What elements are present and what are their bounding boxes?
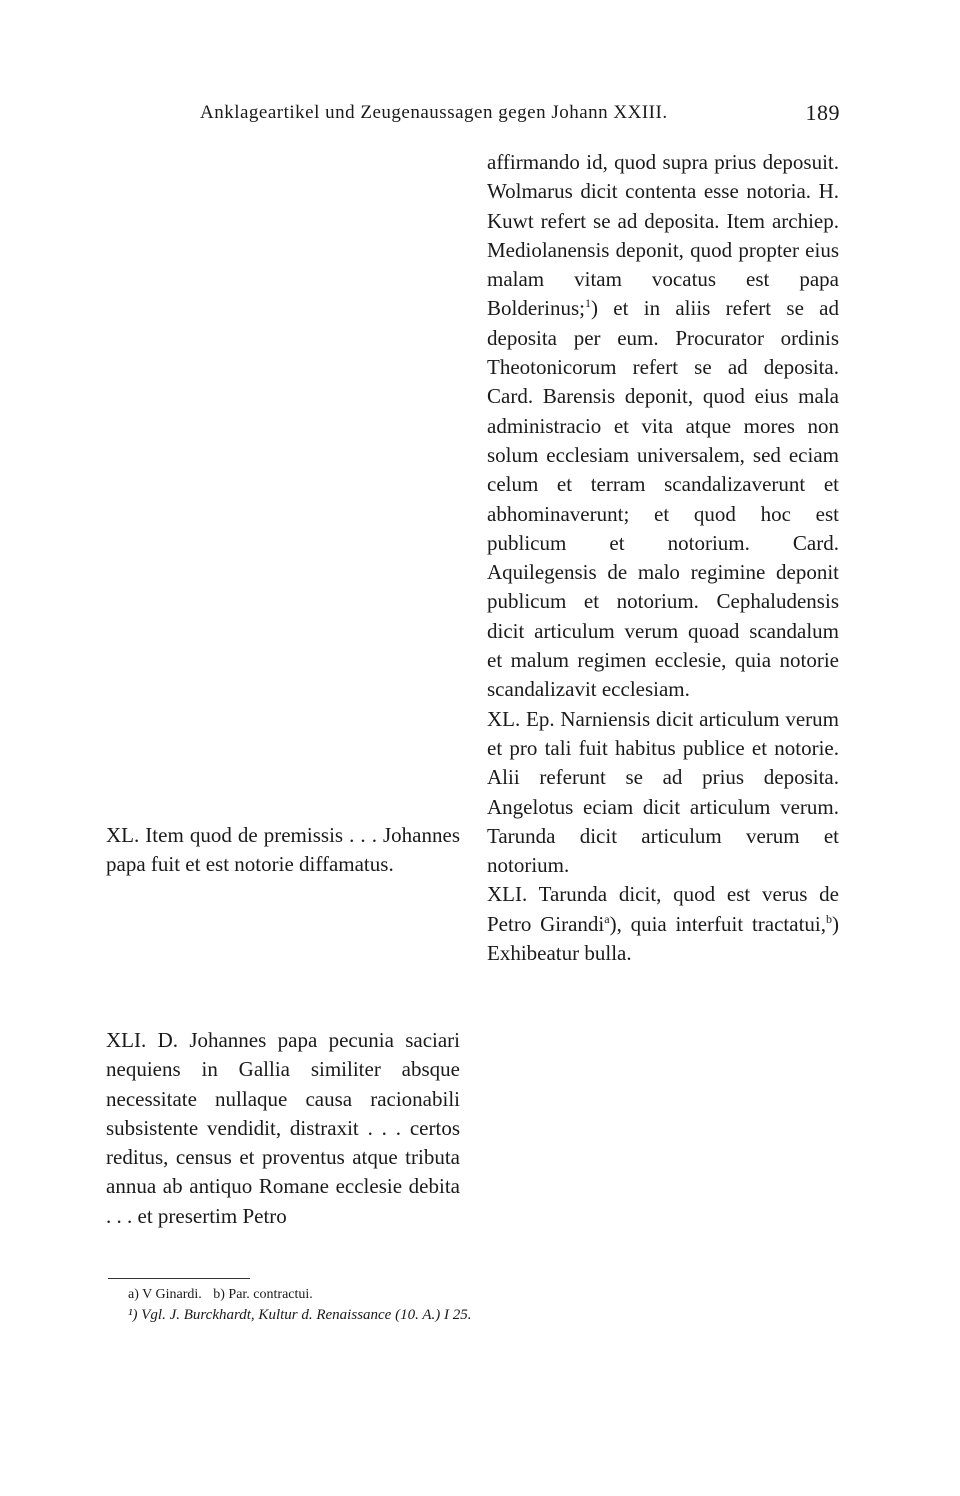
testimony-column	[487, 148, 839, 968]
footnote-ref-a: a	[604, 911, 610, 926]
running-title: Anklageartikel und Zeugenaussagen gegen Johann XXIII.	[200, 102, 668, 123]
article-xli-label: XLI.	[106, 1028, 147, 1052]
testimony-text-2: ) et in aliis refert se ad deposita per eum. Procurator ordinis Theotonicorum refert se ad deposita. Card. Barensis deponit, quod eius mala administracio et vita atque mores non solum ecclesiam universalem, sed eciam celum et terram scandalizaverunt et abhominaverunt; et quod hoc est publicum et notorium. Card. Aquilegensis de malo regimine deponit publicum et notorium. Cephaludensis dicit articulum verum quoad scandalum et malum regimen ecclesie, quia notorie scandalizavit ecclesiam.	[487, 296, 839, 702]
article-xl-text: Item quod de premissis . . . Johannes papa fuit et est notorie diffamatus.	[106, 823, 460, 877]
running-head	[200, 100, 840, 130]
page-number: 189	[805, 100, 840, 125]
footnote-ref-1: 1	[585, 296, 591, 311]
footnotes	[128, 1284, 768, 1326]
testimony-text: affirmando id, quod supra prius deposuit. Wolmarus dicit contenta esse notoria. H. Kuwt refert se ad deposita. Item archiep. Mediolanensis deponit, quod propter eius malam vitam vocatus est papa Bolderinus;	[487, 150, 839, 321]
testimony-xli-text-1: Tarunda dicit, quod est verus de Petro Girandi	[487, 882, 839, 936]
article-xl-label: XL.	[106, 823, 140, 847]
footnote-b: b) Par. contractui.	[213, 1287, 313, 1302]
article-xli	[106, 1026, 460, 1231]
testimony-continuation	[487, 148, 839, 705]
testimony-xli-text-2: ), quia interfuit tractatui,	[609, 911, 826, 936]
testimony-xl	[487, 705, 839, 881]
testimony-xli-text-3: ) Exhibeatur bulla.	[487, 911, 839, 966]
footnote-divider	[108, 1278, 250, 1279]
footnote-1: ¹) Vgl. J. Burckhardt, Kultur d. Renaissance (10. A.) I 25.	[128, 1307, 472, 1323]
footnote-a: a) V Ginardi.	[128, 1287, 202, 1302]
testimony-xli-label: XLI.	[487, 882, 528, 907]
testimony-xli	[487, 880, 839, 968]
testimony-xl-text: Ep. Narniensis dicit articulum verum et pro tali fuit habitus publice et notorie. Alii referunt se ad prius deposita. Angelotus eciam dicit articulum verum. Tarunda dicit articulum verum et notorium.	[487, 706, 839, 878]
article-xli-text: D. Johannes papa pecunia saciari nequiens in Gallia similiter absque necessitate nullaque causa racionabili subsistente vendidit, distraxit . . . certos reditus, census et proventus atque tributa annua ab antiquo Romane ecclesie debita . . . et presertim Petro	[106, 1028, 461, 1228]
article-xl	[106, 821, 460, 880]
footnote-ref-b: b	[826, 911, 832, 926]
testimony-xl-label: XL.	[487, 706, 521, 731]
